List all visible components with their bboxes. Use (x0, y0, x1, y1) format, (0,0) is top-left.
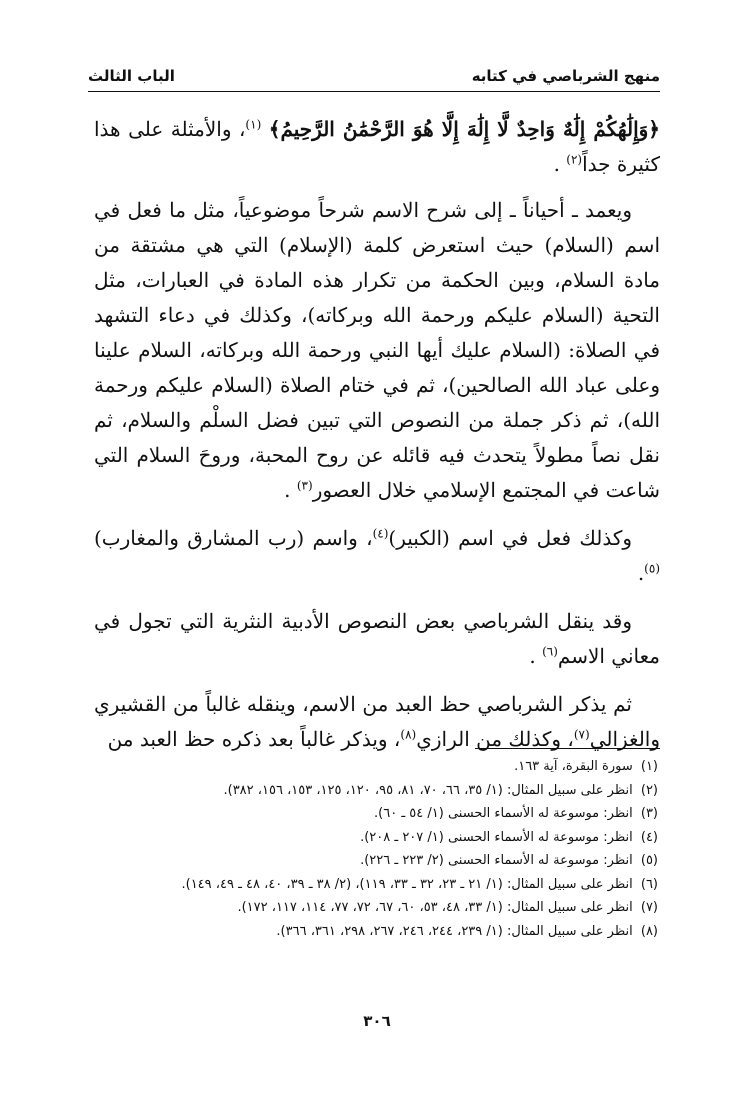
footnote-text: انظر على سبيل المثال: (١/ ٢١ ـ ٢٣، ٣٢ ـ ٣٣، ١١٩)، (٢/ ٣٨ ـ ٣٩، ٤٠، ٤٨ ـ ٤٩، ١٤٩). (181, 876, 633, 892)
footnote-number: (١) (640, 759, 658, 774)
footnote-divider (475, 748, 660, 749)
footnote-text: انظر: موسوعة له الأسماء الحسنى (١/ ٢٠٧ ـ ٢٠٨). (360, 829, 633, 845)
footnote-item (96, 802, 658, 826)
footnote-item (96, 779, 658, 803)
footnote-text: انظر: موسوعة له الأسماء الحسنى (٢/ ٢٢٣ ـ ٢٢٦). (360, 853, 633, 868)
footnote-number: (٣) (640, 806, 658, 821)
paragraph-3-end: . (637, 561, 645, 585)
running-header (88, 64, 660, 88)
header-book-title: منهج الشرباصي في كتابه (471, 67, 660, 85)
footnote-item (96, 896, 658, 920)
paragraph-3-text-a: وكذلك فعل في اسم (الكبير) (388, 526, 632, 550)
footnote-text: انظر على سبيل المثال: (١/ ٢٣٩، ٢٤٤، ٢٤٦، ٢٦٧، ٢٩٨، ٣٦١، ٣٦٦). (276, 923, 633, 939)
paragraph-1 (94, 112, 660, 182)
quran-verse: ﴿وَإِلَٰهُكُمْ إِلَٰهٌ وَاحِدٌ لَّا إِلَٰهَ إِلَّا هُوَ الرَّحْمَٰنُ الرَّحِيمُ﴾ (268, 117, 660, 141)
paragraph-5 (94, 687, 660, 757)
footnote-text: سورة البقرة، آية ١٦٣. (514, 759, 633, 774)
header-divider (88, 91, 660, 92)
footnote-number: (٥) (640, 853, 658, 868)
paragraph-4-end: . (529, 644, 543, 668)
footnote-ref-7: (٧) (573, 727, 590, 742)
footnote-ref-4: (٤) (372, 526, 389, 541)
footnote-number: (٢) (640, 782, 658, 798)
paragraph-5-text-c: ، ويذكر غالباً بعد ذكره حظ العبد من (107, 727, 401, 751)
paragraph-2 (94, 193, 660, 508)
paragraph-1-text: ، والأمثلة على هذا كثيرة جداً (94, 117, 660, 176)
footnote-text: انظر على سبيل المثال: (١/ ٣٥، ٦٦، ٧٠، ٨١، ٩٥، ١٢٠، ١٢٥، ١٥٣، ١٥٦، ٣٨٢). (223, 782, 633, 798)
paragraph-5-text-b: ، وكذلك من الرازي (416, 727, 574, 751)
header-chapter-title: الباب الثالث (88, 67, 175, 85)
paragraph-1-end: . (553, 152, 567, 176)
footnote-ref-5: (٥) (644, 561, 660, 576)
footnote-item (96, 849, 658, 873)
footnote-text: انظر: موسوعة له الأسماء الحسنى (١/ ٥٤ ـ ٦٠). (374, 806, 633, 821)
paragraph-2-text: ويعمد ـ أحياناً ـ إلى شرح الاسم شرحاً موضوعياً، مثل ما فعل في اسم (السلام) حيث استعرض كلمة (الإسلام) التي هي مشتقة من مادة السلام، وبين الحكمة من تكرار هذه المادة في العبارات، مثل التحية (السلام عليكم ورحمة الله وبركاته)، وكذلك في دعاء التشهد في الصلاة: (السلام عليك أيها النبي ورحمة الله وبركاته، السلام علينا وعلى عباد الله الصالحين)، ثم في ختام الصلاة (السلام عليكم ورحمة الله)، ثم ذكر جملة من النصوص التي تبين فضل السلْم والسلام، ثم نقل نصاً مطولاً يتحدث فيه قائله عن روح المحبة، وروحَ السلام التي شاعت في المجتمع الإسلامي خلال العصور (94, 198, 660, 502)
paragraph-2-end: . (284, 478, 297, 502)
footnote-ref-3: (٣) (296, 478, 313, 493)
footnote-number: (٨) (640, 923, 658, 939)
footnote-item (96, 920, 658, 944)
footnote-text: انظر على سبيل المثال: (١/ ٣٣، ٤٨، ٥٣، ٦٠، ٦٧، ٧٢، ٧٧، ١١٤، ١١٧، ١٧٢). (237, 900, 633, 915)
footnote-ref-1: (١) (245, 117, 262, 132)
page-number: ٣٠٦ (363, 1012, 391, 1030)
paragraph-3 (94, 521, 660, 591)
footnote-ref-2: (٢) (566, 152, 583, 167)
footnote-item (96, 755, 658, 779)
footnote-item (96, 826, 658, 850)
paragraph-4-text: وقد ينقل الشرباصي بعض النصوص الأدبية النثرية التي تجول في معاني الاسم (94, 609, 660, 668)
footnote-number: (٦) (640, 876, 658, 892)
footnote-ref-8: (٨) (400, 727, 417, 742)
footnote-number: (٧) (640, 900, 658, 915)
footnotes-list (96, 755, 658, 943)
paragraph-3-text-b: ، واسم (رب المشارق والمغارب) (94, 526, 373, 550)
footnote-item (96, 873, 658, 897)
footnote-number: (٤) (640, 829, 658, 845)
paragraph-4 (94, 604, 660, 674)
paragraph-5-text-a: ثم يذكر الشرباصي حظ العبد من الاسم، وينقله غالباً من القشيري والغزالي (94, 692, 660, 751)
main-text (94, 112, 660, 770)
footnote-ref-6: (٦) (542, 644, 558, 659)
